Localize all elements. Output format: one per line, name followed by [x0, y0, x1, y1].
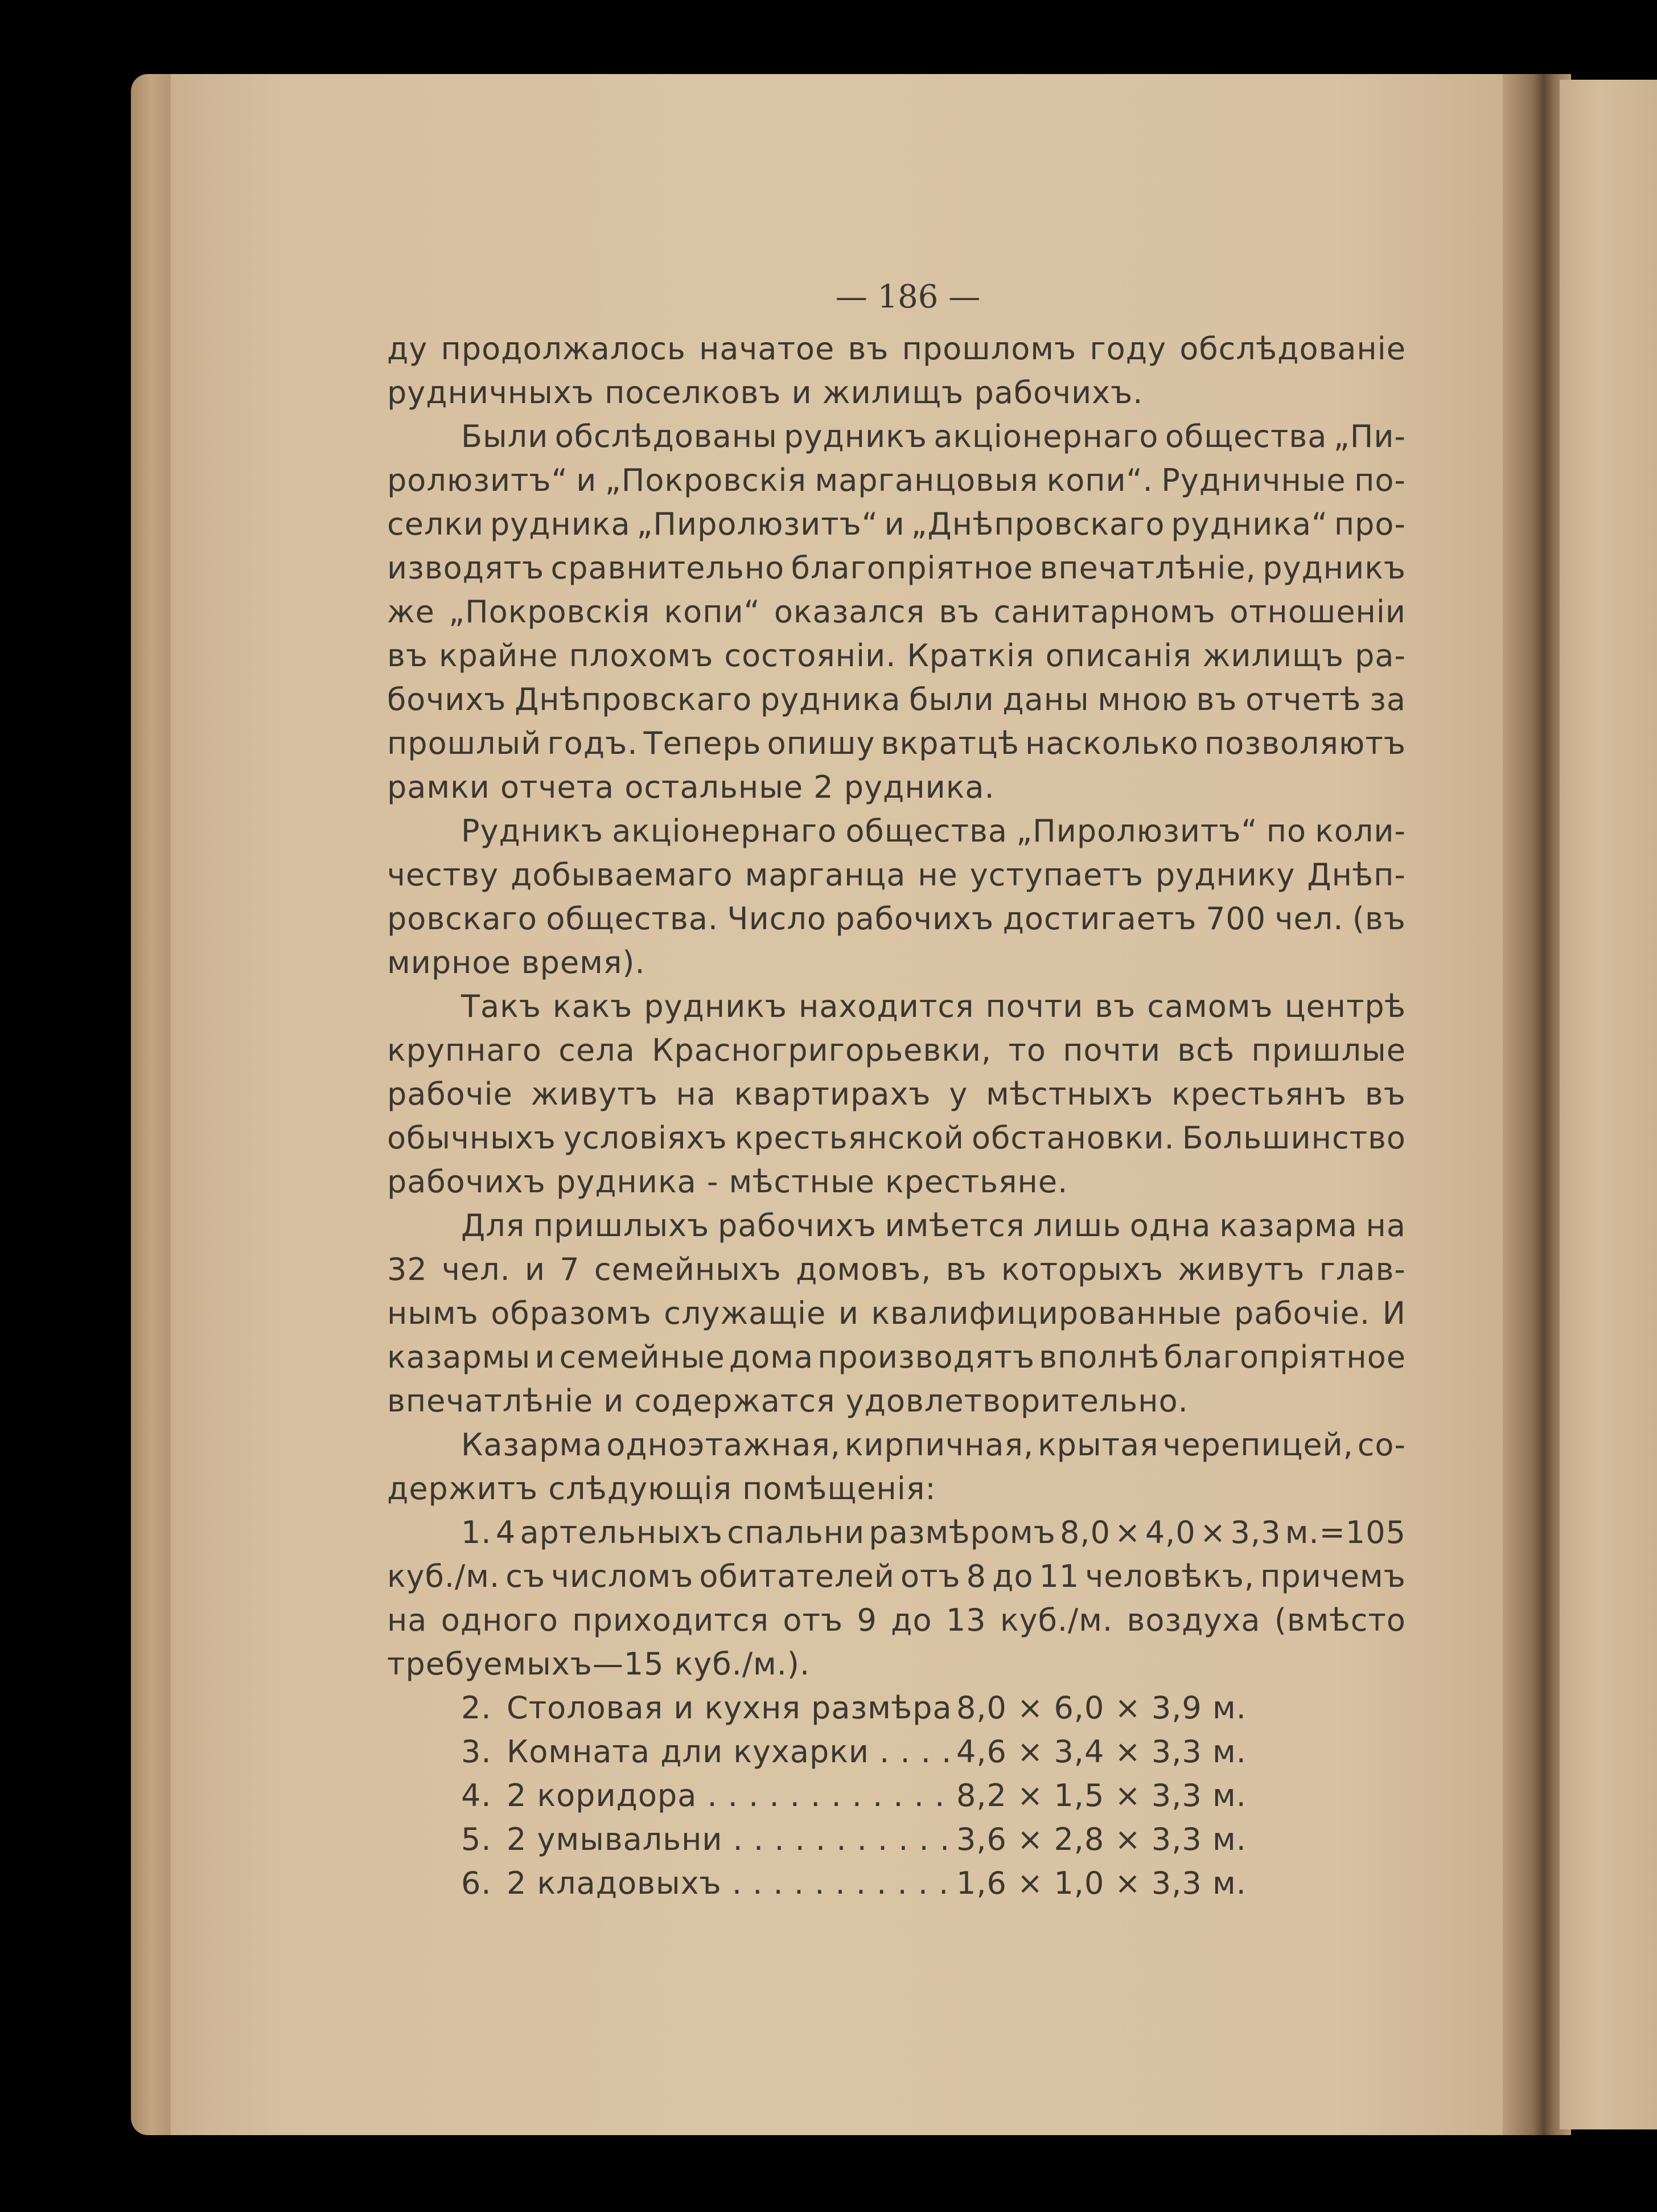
word: лишь [1033, 1208, 1122, 1244]
text-line [387, 1598, 1406, 1642]
word: Краткія [907, 638, 1035, 674]
word: не [918, 857, 958, 893]
word: ра- [1355, 638, 1406, 674]
room-row [387, 1817, 1406, 1861]
word: отношеніи [1230, 594, 1406, 630]
word: Рудникъ [461, 813, 604, 849]
word: крестьянской [734, 1120, 964, 1156]
word: жилищъ [1202, 638, 1344, 674]
text-line: рамки отчета остальные 2 рудника. [387, 769, 995, 805]
text-line: требуемыхъ—15 куб./м.). [387, 1646, 811, 1682]
word: крестьянъ [1171, 1076, 1347, 1112]
text-line [387, 1511, 1406, 1554]
word: по [1266, 813, 1307, 849]
word: кирпичная, [844, 1427, 1034, 1463]
word: почти [1063, 1032, 1161, 1068]
word: рабочіе [387, 1076, 513, 1112]
word: числомъ [551, 1558, 694, 1594]
word: размѣромъ [869, 1515, 1056, 1550]
word: одноэтажная, [606, 1427, 841, 1463]
word: санитарномъ [993, 594, 1216, 630]
word: и [884, 506, 905, 542]
word: Днѣп- [1307, 857, 1406, 893]
word: 13 [945, 1602, 986, 1638]
word: × [1115, 1515, 1141, 1550]
word: на [676, 1076, 716, 1112]
word: общества [845, 813, 1008, 849]
word: „Пиролюзитъ“ [636, 506, 878, 542]
word: впечатлѣніе, [1039, 550, 1256, 586]
text-line [387, 590, 1406, 634]
room-label: 2 коридора . . . [507, 1774, 956, 1817]
word: марганца [745, 857, 906, 893]
word: въ [939, 594, 980, 630]
text-line [387, 327, 1406, 371]
word: марганцовыя [815, 462, 1039, 498]
word: въ [1364, 1076, 1406, 1112]
word: прошломъ [902, 331, 1077, 367]
word: квартирахъ [734, 1076, 931, 1112]
word: воздуха [1126, 1602, 1261, 1638]
text-line [387, 1554, 1406, 1598]
word: центрѣ [1284, 988, 1406, 1024]
word: рудника“ [1171, 506, 1329, 542]
word: сравнительно [550, 550, 785, 586]
word: чел. [1274, 901, 1344, 937]
word: м.=105 [1285, 1515, 1406, 1550]
text-line [387, 809, 1406, 853]
word: рудникъ [644, 988, 788, 1024]
word: и [524, 1251, 546, 1287]
word: вкратцѣ [881, 725, 1019, 761]
word: до [992, 1558, 1034, 1594]
word: „Днѣпровскаго [911, 506, 1165, 542]
text-line: рабочихъ рудника - мѣстные крестьяне. [387, 1164, 1068, 1200]
word: благопріятное [791, 550, 1034, 586]
word: живутъ [1178, 1251, 1305, 1287]
word: квалифицированные [871, 1295, 1222, 1331]
room-dimensions: 3,6 × 2,8 × 3,3 м. [956, 1821, 1247, 1857]
word: пришлые [1251, 1032, 1406, 1068]
word: казарма [1219, 1208, 1358, 1244]
word: копи“ [664, 594, 760, 630]
word: въ [945, 1251, 987, 1287]
page-text [387, 268, 1406, 1905]
word: домовъ, [796, 1251, 932, 1287]
word: села [558, 1032, 635, 1068]
room-dimensions: 8,0 × 6,0 × 3,9 м. [956, 1690, 1247, 1726]
word: же [387, 594, 435, 630]
word: 11 [1039, 1558, 1080, 1594]
word: то [1008, 1032, 1046, 1068]
word: И [1382, 1295, 1406, 1331]
page-number: — 186 — [835, 278, 981, 315]
word: „Покровскія [449, 594, 651, 630]
word: опишу [767, 725, 875, 761]
word: Большинство [1182, 1120, 1406, 1156]
word: на [1366, 1208, 1406, 1244]
word: Теперь [643, 725, 762, 761]
word: Такъ [461, 988, 541, 1024]
word: „Покровскія [605, 462, 807, 498]
word: бочихъ [387, 682, 507, 717]
word: живутъ [531, 1076, 658, 1112]
word: 32 [387, 1251, 427, 1287]
word: рудника [490, 506, 631, 542]
word: куб./м. [387, 1558, 500, 1594]
word: отчетѣ [1245, 682, 1362, 717]
word: служащіе [664, 1295, 827, 1331]
word: обслѣдованіе [1179, 331, 1406, 367]
word: Красногригорьевки, [652, 1032, 992, 1068]
word: продолжалось [441, 331, 686, 367]
word: акціонернаго [612, 813, 837, 849]
word: состояніи. [724, 638, 897, 674]
room-label: Комната дли кухарки . . . [507, 1730, 956, 1774]
word: годъ. [547, 725, 638, 761]
word: крупнаго [387, 1032, 542, 1068]
word: мѣстныхъ [986, 1076, 1154, 1112]
word: дома [729, 1339, 814, 1375]
word: глав- [1319, 1251, 1406, 1287]
word: и [534, 1339, 556, 1375]
text-line [387, 897, 1406, 941]
word: Казарма [461, 1427, 603, 1463]
word: оказался [774, 594, 926, 630]
word: плохомъ [569, 638, 714, 674]
word: рабочихъ [717, 1208, 877, 1244]
word: обслѣдованы [554, 418, 778, 454]
word: условіяхъ [563, 1120, 727, 1156]
word: артельныхъ [520, 1515, 723, 1550]
word: Были [461, 418, 549, 454]
word: почти [985, 988, 1084, 1024]
room-row [387, 1686, 1406, 1730]
word: 4 [495, 1515, 516, 1550]
word: семейныхъ [594, 1251, 782, 1287]
word: ду [387, 331, 428, 367]
text-line [387, 984, 1406, 1028]
word: добываемаго [510, 857, 733, 893]
word: до [891, 1602, 932, 1638]
word: рабочіе. [1234, 1295, 1371, 1331]
text-line [387, 1028, 1406, 1072]
word: обстановки. [972, 1120, 1175, 1156]
word: „Пи- [1333, 418, 1406, 454]
room-dimensions: 4,6 × 3,4 × 3,3 м. [956, 1734, 1247, 1770]
word: селки [387, 506, 484, 542]
word: (въ [1352, 901, 1406, 937]
word: причемъ [1260, 1558, 1406, 1594]
text-line [387, 1247, 1406, 1291]
room-number: 3. [461, 1734, 492, 1770]
word: 8,0 [1060, 1515, 1111, 1550]
word: за [1370, 682, 1406, 717]
room-number: 5. [461, 1821, 492, 1857]
word: благопріятное [1163, 1339, 1406, 1375]
word: образомъ [491, 1295, 652, 1331]
word: 1. [461, 1515, 492, 1550]
word: въ [1196, 682, 1237, 717]
word: изводятъ [387, 550, 545, 586]
word: 8 [966, 1558, 987, 1594]
word: вполнѣ [1039, 1339, 1160, 1375]
word: общества [1165, 418, 1327, 454]
text-line [387, 678, 1406, 721]
word: производятъ [817, 1339, 1035, 1375]
word: 9 [857, 1602, 877, 1638]
word: нымъ [387, 1295, 479, 1331]
word: одна [1129, 1208, 1211, 1244]
room-label: 2 умывальни . . . [507, 1817, 956, 1861]
room-dimensions: 1,6 × 1,0 × 3,3 м. [956, 1865, 1247, 1901]
word: которыхъ [1001, 1251, 1164, 1287]
text-line [387, 502, 1406, 546]
room-number: 6. [461, 1865, 492, 1901]
text-line: держитъ слѣдующія помѣщенія: [387, 1471, 936, 1507]
word: отъ [900, 1558, 961, 1594]
word: куб./м. [1000, 1602, 1113, 1638]
word: обычныхъ [387, 1120, 556, 1156]
text-line [387, 853, 1406, 897]
text-line [387, 415, 1406, 458]
word: крайне [439, 638, 558, 674]
word: Для [461, 1208, 525, 1244]
text-line [387, 634, 1406, 678]
word: находится [799, 988, 975, 1024]
room-number: 4. [461, 1778, 492, 1813]
word: 700 [1206, 901, 1267, 937]
word: начатое [699, 331, 835, 367]
word: 7 [560, 1251, 580, 1287]
room-row [387, 1861, 1406, 1905]
word: ровскаго [387, 901, 537, 937]
room-dimensions: 8,2 × 1,5 × 3,3 м. [956, 1778, 1247, 1813]
word: рудника [760, 682, 901, 717]
word: были [909, 682, 994, 717]
text-line [387, 721, 1406, 765]
word: въ [848, 331, 889, 367]
text-line [387, 1116, 1406, 1160]
word: позволяютъ [1204, 725, 1406, 761]
rooms-list [387, 1686, 1406, 1905]
word: человѣкъ, [1085, 1558, 1255, 1594]
text-line [387, 1335, 1406, 1379]
word: черепицей, [1162, 1427, 1354, 1463]
word: уступаетъ [969, 857, 1144, 893]
text-line [387, 546, 1406, 590]
room-label: 2 кладовыхъ . . . [507, 1861, 956, 1905]
word: казармы [387, 1339, 531, 1375]
text-line [387, 1291, 1406, 1335]
text-line [387, 1204, 1406, 1247]
room-row [387, 1730, 1406, 1774]
word: акціонернаго [934, 418, 1159, 454]
text-line [387, 458, 1406, 502]
word: чел. [441, 1251, 511, 1287]
word: руднику [1155, 857, 1296, 893]
room-row [387, 1774, 1406, 1817]
text-line: рудничныхъ поселковъ и жилищъ рабочихъ. [387, 375, 1144, 411]
word: общества. [546, 901, 719, 937]
word: по- [1354, 462, 1406, 498]
facing-page-edge [1560, 80, 1657, 2129]
word: рабочихъ [835, 901, 994, 937]
word: коли- [1315, 813, 1406, 849]
word: съ [505, 1558, 546, 1594]
text-line [387, 1072, 1406, 1116]
word: ролюзитъ“ [387, 462, 568, 498]
word: всѣ [1177, 1032, 1235, 1068]
word: году [1089, 331, 1167, 367]
word: насколько [1025, 725, 1199, 761]
word: даны [1002, 682, 1089, 717]
word: Рудничные [1161, 462, 1346, 498]
word: крытая [1038, 1427, 1159, 1463]
body-text [387, 327, 1406, 1686]
word: со- [1357, 1427, 1406, 1463]
word: самомъ [1147, 988, 1273, 1024]
word: семейные [559, 1339, 725, 1375]
word: у [949, 1076, 968, 1112]
text-line [387, 1423, 1406, 1467]
word: и [838, 1295, 859, 1331]
word: одного [441, 1602, 558, 1638]
word: въ [387, 638, 428, 674]
word: × [1200, 1515, 1227, 1550]
word: 3,3 [1230, 1515, 1281, 1550]
word: достигаетъ [1002, 901, 1197, 937]
word: имѣется [885, 1208, 1025, 1244]
word: „Пиролюзитъ“ [1016, 813, 1258, 849]
room-number: 2. [461, 1690, 492, 1726]
word: Днѣпровскаго [515, 682, 753, 717]
word: отъ [783, 1602, 844, 1638]
word: (вмѣсто [1274, 1602, 1406, 1638]
word: на [387, 1602, 427, 1638]
text-line: впечатлѣніе и содержатся удовлетворительно. [387, 1383, 1189, 1419]
word: Число [727, 901, 827, 937]
word: прошлый [387, 725, 542, 761]
word: и [576, 462, 597, 498]
room-label: Столовая и кухня размѣра . . . [507, 1686, 956, 1730]
word: пришлыхъ [533, 1208, 710, 1244]
word: 4,0 [1145, 1515, 1196, 1550]
word: приходится [572, 1602, 770, 1638]
word: честву [387, 857, 499, 893]
word: какъ [552, 988, 633, 1024]
word: описанія [1045, 638, 1192, 674]
word: рудникъ [784, 418, 927, 454]
word: спальни [727, 1515, 865, 1550]
word: копи“. [1046, 462, 1153, 498]
word: про- [1334, 506, 1406, 542]
text-line: мирное время). [387, 945, 645, 980]
word: рудникъ [1263, 550, 1406, 586]
word: обитателей [699, 1558, 895, 1594]
word: въ [1095, 988, 1136, 1024]
word: мною [1097, 682, 1188, 717]
